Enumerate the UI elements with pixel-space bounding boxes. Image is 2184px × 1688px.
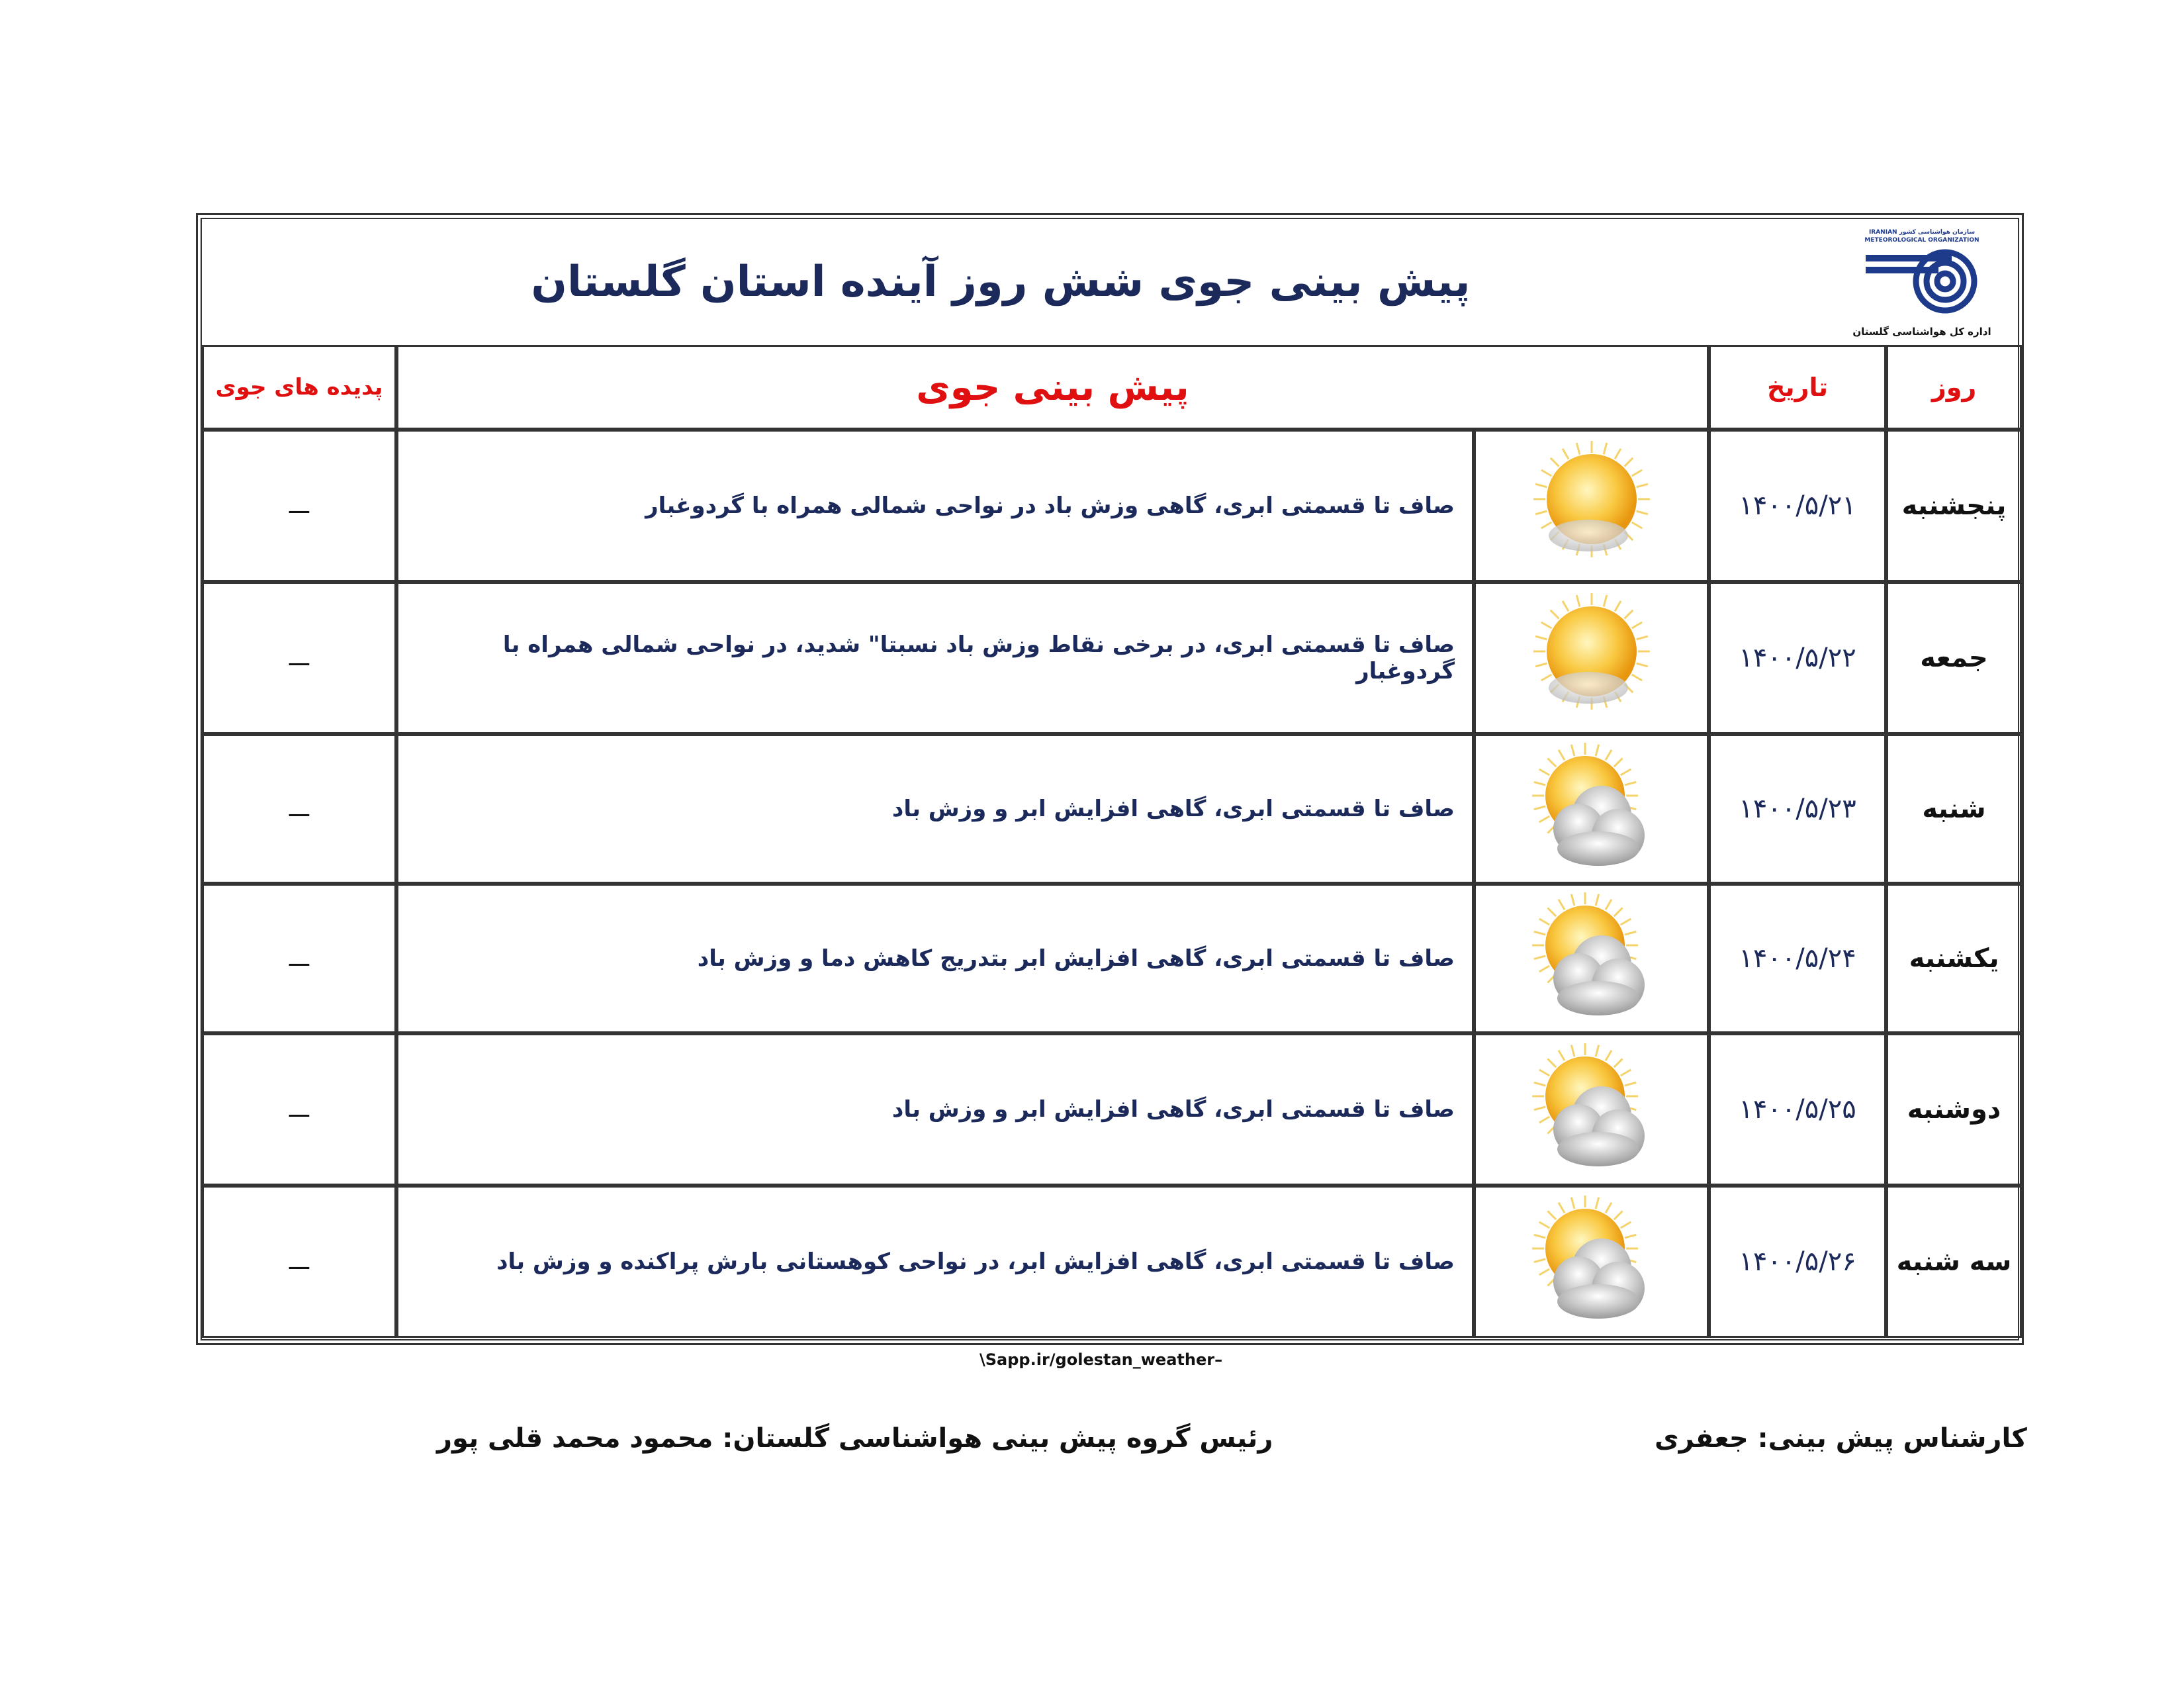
row-date: ۱۴۰۰/۵/۲۱: [1709, 430, 1886, 582]
row-description: صاف تا قسمتی ابری، گاهی افزایش ابر و وزش باد: [396, 734, 1474, 884]
forecast-row: [202, 884, 2022, 1033]
row-date: ۱۴۰۰/۵/۲۲: [1709, 582, 1886, 734]
row-phenomena: ـــ: [202, 734, 396, 884]
table-header-row: [202, 345, 2022, 430]
row-icon-cell: [1474, 1186, 1709, 1338]
forecast-row: [202, 1186, 2022, 1338]
group-head-signature: رئیس گروه پیش بینی هواشناسی گلستان: محمود محمد قلی پور: [437, 1423, 1273, 1454]
row-icon-cell: [1474, 884, 1709, 1033]
row-phenomena: ـــ: [202, 1186, 396, 1338]
row-day: شنبه: [1886, 734, 2022, 884]
row-phenomena: ـــ: [202, 582, 396, 734]
logo-caption: اداره کل هواشناسی گلستان: [1852, 326, 1991, 338]
row-icon-cell: [1474, 582, 1709, 734]
col-date-header: تاریخ: [1709, 345, 1886, 430]
forecast-row: [202, 582, 2022, 734]
row-description: صاف تا قسمتی ابری، در برخی نقاط وزش باد نسبتا" شدید، در نواحی شمالی همراه با گردوغبار: [396, 582, 1474, 734]
row-description: صاف تا قسمتی ابری، گاهی وزش باد در نواحی شمالی همراه با گردوغبار: [396, 430, 1474, 582]
row-day: دوشنبه: [1886, 1033, 2022, 1186]
sunny-cloud-icon: [1525, 592, 1658, 724]
meteorological-logo-icon: [1852, 235, 1991, 314]
row-day: جمعه: [1886, 582, 2022, 734]
row-phenomena: ـــ: [202, 884, 396, 1033]
row-icon-cell: [1474, 734, 1709, 884]
col-day-header: روز: [1886, 345, 2022, 430]
partly-cloudy-icon: [1525, 1196, 1658, 1328]
forecaster-signature: کارشناس پیش بینی: جعفری: [1655, 1423, 2027, 1454]
footer-link[interactable]: \Sapp.ir/golestan_weather–: [979, 1350, 1223, 1369]
row-phenomena: ـــ: [202, 1033, 396, 1186]
row-date: ۱۴۰۰/۵/۲۴: [1709, 884, 1886, 1033]
row-day: پنجشنبه: [1886, 430, 2022, 582]
partly-cloudy-icon: [1525, 743, 1658, 875]
forecast-row: [202, 430, 2022, 582]
forecast-row: [202, 1033, 2022, 1186]
row-description: صاف تا قسمتی ابری، گاهی افزایش ابر، در نواحی کوهستانی بارش پراکنده و وزش باد: [396, 1186, 1474, 1338]
row-date: ۱۴۰۰/۵/۲۵: [1709, 1033, 1886, 1186]
row-day: یکشنبه: [1886, 884, 2022, 1033]
org-logo: [1839, 228, 2005, 338]
row-icon-cell: [1474, 430, 1709, 582]
logo-org-text: سازمان هواشناسی کشور IRANIAN METEOROLOGICAL ORGANIZATION: [1864, 229, 1979, 244]
row-date: ۱۴۰۰/۵/۲۳: [1709, 734, 1886, 884]
partly-cloudy-icon: [1525, 892, 1658, 1025]
row-description: صاف تا قسمتی ابری، گاهی افزایش ابر و وزش باد: [396, 1033, 1474, 1186]
forecast-row: [202, 734, 2022, 884]
col-phenomena-header: پدیده های جوی: [202, 345, 396, 430]
row-phenomena: ـــ: [202, 430, 396, 582]
forecast-frame: [201, 218, 2019, 1340]
sunny-cloud-icon: [1525, 440, 1658, 572]
title-band: [202, 219, 2018, 347]
forecast-sheet: [196, 213, 2024, 1345]
row-day: سه شنبه: [1886, 1186, 2022, 1338]
row-description: صاف تا قسمتی ابری، گاهی افزایش ابر بتدریج کاهش دما و وزش باد: [396, 884, 1474, 1033]
row-date: ۱۴۰۰/۵/۲۶: [1709, 1186, 1886, 1338]
col-forecast-header: پیش بینی جوی: [396, 345, 1709, 430]
row-icon-cell: [1474, 1033, 1709, 1186]
partly-cloudy-icon: [1525, 1043, 1658, 1176]
forecast-table: [202, 345, 2022, 1338]
page-title: پیش بینی جوی شش روز آینده استان گلستان: [531, 258, 1471, 306]
